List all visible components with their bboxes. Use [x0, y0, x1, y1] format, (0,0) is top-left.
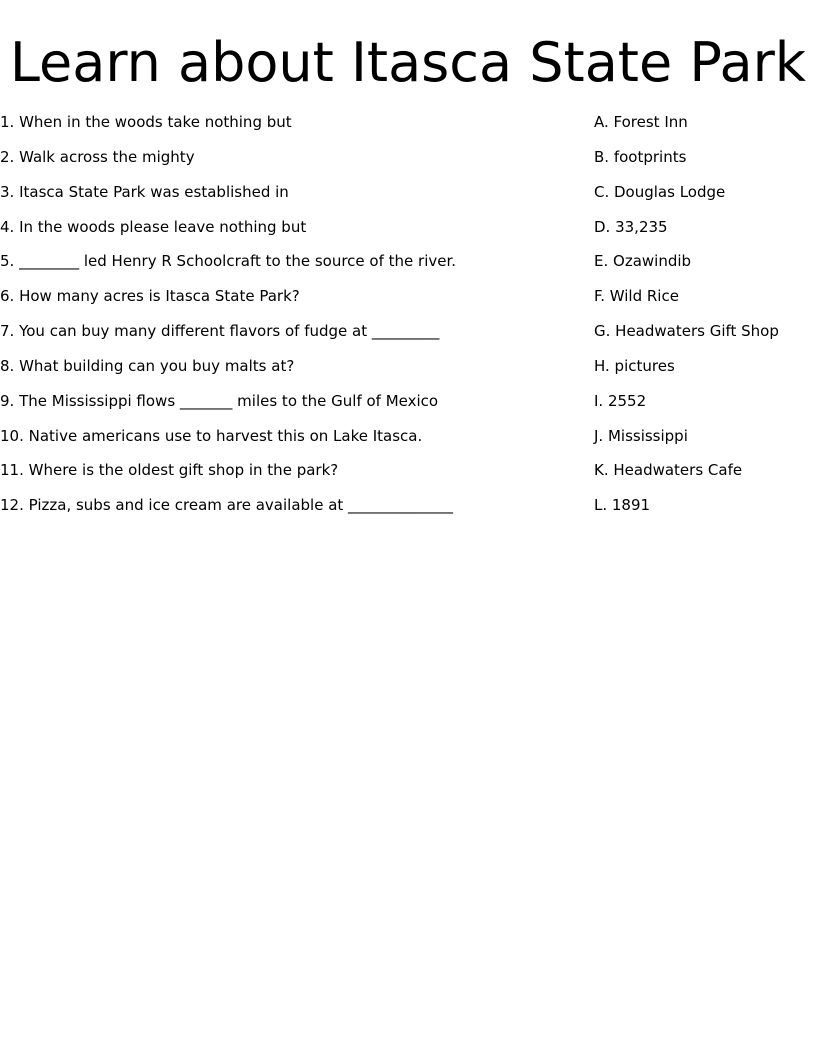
- answer-item: F. Wild Rice: [594, 287, 679, 306]
- question-item: 4. In the woods please leave nothing but: [0, 217, 307, 236]
- answer-item: A. Forest Inn: [594, 113, 688, 131]
- answer-item: L. 1891: [594, 496, 651, 515]
- question-item: 10. Native americans use to harvest this on Lake Itasca.: [0, 426, 423, 445]
- question-item: 12. Pizza, subs and ice cream are available at ______________: [0, 496, 454, 515]
- answer-item: B. footprints: [594, 147, 687, 166]
- answer-item: C. Douglas Lodge: [594, 182, 726, 201]
- question-item: 1. When in the woods take nothing but: [0, 113, 292, 131]
- answer-item: J. Mississippi: [594, 426, 688, 445]
- answer-item: G. Headwaters Gift Shop: [594, 322, 779, 341]
- question-item: 7. You can buy many different flavors of fudge at _________: [0, 322, 440, 341]
- question-item: 9. The Mississippi flows _______ miles to the Gulf of Mexico: [0, 391, 439, 410]
- answer-item: I. 2552: [594, 391, 647, 410]
- answers-list: [594, 111, 814, 529]
- questions-list: [0, 111, 580, 529]
- answer-item: D. 33,235: [594, 217, 668, 236]
- question-item: 11. Where is the oldest gift shop in the park?: [0, 461, 339, 480]
- question-item: 6. How many acres is Itasca State Park?: [0, 287, 300, 306]
- answer-item: H. pictures: [594, 356, 675, 375]
- page-title: Learn about Itasca State Park: [9, 31, 807, 94]
- question-item: 2. Walk across the mighty: [0, 147, 195, 166]
- question-item: 5. ________ led Henry R Schoolcraft to the source of the river.: [0, 252, 457, 271]
- answer-item: E. Ozawindib: [594, 252, 692, 271]
- question-item: 8. What building can you buy malts at?: [0, 356, 295, 375]
- answer-item: K. Headwaters Cafe: [594, 461, 743, 480]
- question-item: 3. Itasca State Park was established in: [0, 182, 289, 201]
